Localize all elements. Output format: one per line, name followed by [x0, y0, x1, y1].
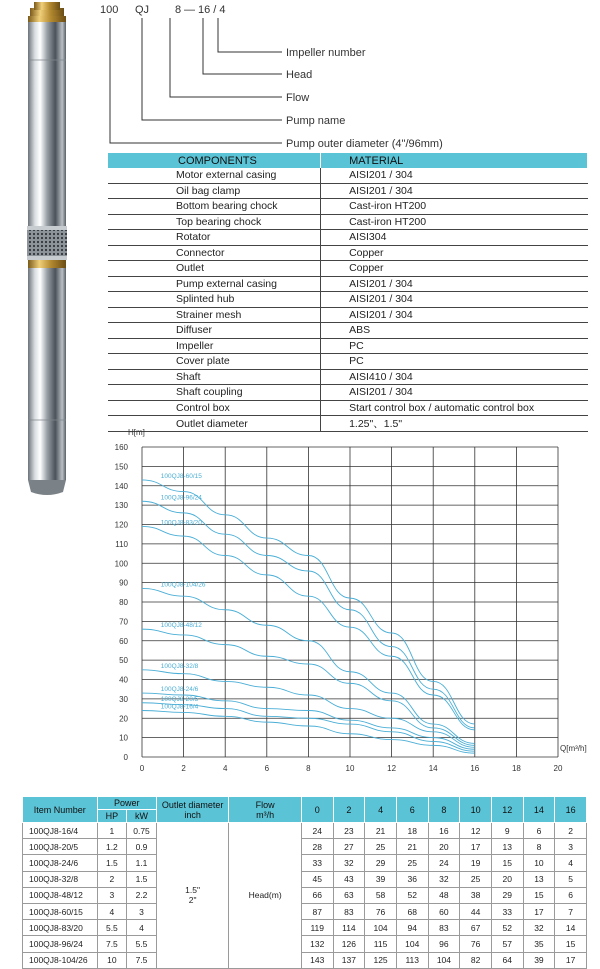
component-material: AISI201 / 304 [321, 307, 588, 323]
y-axis-label: H[m] [128, 428, 145, 437]
head-value-cell: 48 [428, 887, 460, 903]
components-row [108, 307, 588, 323]
head-value-cell: 25 [460, 871, 492, 887]
head-value-cell: 20 [428, 839, 460, 855]
y-tick-label: 30 [119, 694, 128, 704]
head-value-cell: 6 [523, 823, 555, 839]
head-value-cell: 87 [301, 903, 333, 919]
kw-cell: 0.9 [127, 839, 157, 855]
hp-cell: 7.5 [97, 936, 127, 952]
head-value-cell: 57 [491, 936, 523, 952]
performance-row [23, 887, 587, 903]
x-tick-label: 6 [264, 764, 270, 772]
component-name: Shaft [108, 369, 321, 385]
components-header-row [108, 153, 588, 168]
y-tick-label: 110 [115, 539, 128, 549]
flow-col-header: 4 [365, 797, 397, 823]
head-value-cell: 20 [491, 871, 523, 887]
head-value-cell: 7 [555, 903, 587, 919]
component-name: Motor external casing [108, 168, 321, 183]
kw-cell: 0.75 [127, 823, 157, 839]
perf-header-row-1 [23, 797, 587, 810]
head-value-cell: 76 [365, 903, 397, 919]
head-value-cell: 29 [491, 887, 523, 903]
hp-cell: 4 [97, 903, 127, 919]
y-tick-label: 90 [119, 578, 128, 588]
head-value-cell: 3 [555, 839, 587, 855]
component-name: Splinted hub [108, 292, 321, 308]
item-number-cell: 100QJ8-96/24 [23, 936, 98, 952]
head-value-cell: 43 [333, 871, 365, 887]
components-row [108, 338, 588, 354]
flow-col-header: 12 [491, 797, 523, 823]
head-value-cell: 27 [333, 839, 365, 855]
model-code-part-diameter: 100 [100, 4, 119, 16]
head-value-cell: 25 [365, 839, 397, 855]
y-tick-label: 150 [114, 462, 128, 472]
model-code-part-head-impeller: 16 / 4 [198, 4, 226, 16]
flow-col-header: 6 [396, 797, 428, 823]
component-material: AISI304 [321, 230, 588, 246]
head-value-cell: 23 [333, 823, 365, 839]
head-value-cell: 36 [396, 871, 428, 887]
component-material: AISI201 / 304 [321, 276, 588, 292]
y-tick-label: 100 [114, 559, 128, 569]
components-row [108, 214, 588, 230]
y-tick-label: 130 [114, 501, 128, 511]
kw-cell: 3 [127, 903, 157, 919]
outlet-value: 2" [188, 895, 197, 906]
performance-row [23, 903, 587, 919]
components-body [108, 168, 588, 432]
material-header: MATERIAL [321, 153, 588, 168]
item-number-cell: 100QJ8-60/15 [23, 903, 98, 919]
hp-cell: 10 [97, 952, 127, 968]
y-tick-label: 20 [119, 714, 128, 724]
component-material: AISI201 / 304 [321, 183, 588, 199]
model-code-diagram [0, 0, 600, 160]
label-impeller-number: Impeller number [286, 47, 366, 59]
components-row [108, 292, 588, 308]
item-number-cell: 100QJ8-104/26 [23, 952, 98, 968]
y-tick-label: 120 [114, 520, 128, 530]
flow-col-header: 16 [555, 797, 587, 823]
components-table [108, 153, 588, 432]
item-number-cell: 100QJ8-24/6 [23, 855, 98, 871]
components-row [108, 199, 588, 215]
series-label: 100QJ8-104/26 [160, 581, 206, 589]
head-value-cell: 83 [333, 903, 365, 919]
flow-col-header: 14 [523, 797, 555, 823]
performance-row [23, 823, 587, 839]
component-material: 1.25"、1.5" [321, 416, 588, 432]
x-tick-label: 10 [345, 764, 355, 772]
components-row [108, 354, 588, 370]
component-name: Connector [108, 245, 321, 261]
component-material: ABS [321, 323, 588, 339]
y-tick-label: 40 [119, 675, 128, 685]
hp-cell: 1.2 [97, 839, 127, 855]
head-value-cell: 5 [555, 871, 587, 887]
hp-header: HP [97, 810, 127, 823]
series-label: 100QJ8-20/5 [160, 695, 199, 703]
components-row [108, 400, 588, 416]
head-value-cell: 115 [365, 936, 397, 952]
x-tick-label: 8 [306, 764, 311, 772]
head-label-cell: Head(m) [229, 823, 302, 969]
head-value-cell: 114 [333, 920, 365, 936]
head-value-cell: 21 [365, 823, 397, 839]
head-value-cell: 8 [523, 839, 555, 855]
component-name: Control box [108, 400, 321, 416]
performance-chart [95, 422, 600, 772]
head-value-cell: 29 [365, 855, 397, 871]
x-tick-label: 4 [222, 764, 228, 772]
power-header: Power [97, 797, 156, 810]
head-value-cell: 16 [428, 823, 460, 839]
component-name: Shaft coupling [108, 385, 321, 401]
component-material: PC [321, 338, 588, 354]
item-number-cell: 100QJ8-16/4 [23, 823, 98, 839]
performance-table [22, 796, 587, 969]
head-value-cell: 125 [365, 952, 397, 968]
components-row [108, 385, 588, 401]
components-row [108, 323, 588, 339]
kw-cell: 4 [127, 920, 157, 936]
head-value-cell: 32 [523, 920, 555, 936]
head-value-cell: 32 [428, 871, 460, 887]
head-value-cell: 24 [428, 855, 460, 871]
head-value-cell: 19 [460, 855, 492, 871]
head-value-cell: 68 [396, 903, 428, 919]
label-pump-name: Pump name [286, 115, 346, 127]
y-tick-label: 70 [119, 617, 128, 627]
component-material: Copper [321, 245, 588, 261]
component-material: Cast-iron HT200 [321, 214, 588, 230]
head-value-cell: 52 [491, 920, 523, 936]
flow-col-header: 10 [460, 797, 492, 823]
hp-cell: 2 [97, 871, 127, 887]
head-value-cell: 14 [555, 920, 587, 936]
x-tick-label: 12 [387, 764, 397, 772]
head-value-cell: 15 [555, 936, 587, 952]
component-material: PC [321, 354, 588, 370]
head-value-cell: 83 [428, 920, 460, 936]
x-tick-label: 18 [511, 764, 521, 772]
kw-cell: 5.5 [127, 936, 157, 952]
head-value-cell: 39 [523, 952, 555, 968]
component-material: AISI410 / 304 [321, 369, 588, 385]
component-name: Cover plate [108, 354, 321, 370]
component-material: Copper [321, 261, 588, 277]
y-tick-label: 0 [123, 753, 128, 762]
series-label: 100QJ8-16/4 [160, 703, 199, 711]
component-name: Outlet diameter [108, 416, 321, 432]
outlet-diameter-header: Outlet diameter inch [156, 797, 229, 823]
component-name: Strainer mesh [108, 307, 321, 323]
head-value-cell: 119 [301, 920, 333, 936]
hp-cell: 5.5 [97, 920, 127, 936]
head-value-cell: 15 [523, 887, 555, 903]
y-tick-label: 50 [119, 656, 128, 666]
head-value-cell: 82 [460, 952, 492, 968]
component-material: AISI201 / 304 [321, 168, 588, 183]
head-value-cell: 24 [301, 823, 333, 839]
head-value-cell: 126 [333, 936, 365, 952]
y-tick-label: 10 [119, 733, 128, 743]
head-value-cell: 12 [460, 823, 492, 839]
item-number-cell: 100QJ8-48/12 [23, 887, 98, 903]
head-value-cell: 44 [460, 903, 492, 919]
components-row [108, 168, 588, 183]
head-value-cell: 35 [523, 936, 555, 952]
component-material: Cast-iron HT200 [321, 199, 588, 215]
series-label: 100QJ8-48/12 [160, 622, 202, 630]
hp-cell: 1.5 [97, 855, 127, 871]
components-row [108, 230, 588, 246]
head-value-cell: 10 [523, 855, 555, 871]
kw-cell: 2.2 [127, 887, 157, 903]
label-head: Head [286, 69, 313, 81]
head-value-cell: 28 [301, 839, 333, 855]
components-row [108, 183, 588, 199]
head-value-cell: 13 [523, 871, 555, 887]
item-number-cell: 100QJ8-32/8 [23, 871, 98, 887]
model-code-part-dash: — [184, 4, 195, 16]
head-value-cell: 63 [333, 887, 365, 903]
component-name: Diffuser [108, 323, 321, 339]
y-tick-label: 80 [119, 598, 128, 607]
head-value-cell: 113 [396, 952, 428, 968]
head-value-cell: 104 [396, 936, 428, 952]
head-value-cell: 67 [460, 920, 492, 936]
hp-cell: 1 [97, 823, 127, 839]
components-row [108, 245, 588, 261]
component-material: AISI201 / 304 [321, 385, 588, 401]
head-value-cell: 9 [491, 823, 523, 839]
flow-col-header: 0 [301, 797, 333, 823]
x-axis-label: Q[m³/h] [560, 744, 587, 753]
flow-header [229, 797, 302, 823]
component-name: Top bearing chock [108, 214, 321, 230]
y-tick-label: 160 [114, 443, 128, 452]
head-value-cell: 64 [491, 952, 523, 968]
x-tick-label: 14 [428, 764, 438, 772]
item-number-cell: 100QJ8-20/5 [23, 839, 98, 855]
component-name: Bottom bearing chock [108, 199, 321, 215]
head-value-cell: 94 [396, 920, 428, 936]
components-row [108, 369, 588, 385]
components-header: COMPONENTS [108, 153, 321, 168]
head-value-cell: 39 [365, 871, 397, 887]
y-tick-label: 140 [114, 481, 128, 491]
performance-row [23, 871, 587, 887]
flow-header-label: Flow [255, 799, 275, 810]
x-tick-label: 0 [139, 764, 145, 772]
outlet-diameter-cell [156, 823, 229, 969]
performance-row [23, 936, 587, 952]
head-value-cell: 13 [491, 839, 523, 855]
outlet-value: 1.5" [185, 885, 201, 896]
series-label: 100QJ8-60/15 [160, 472, 202, 480]
label-flow: Flow [286, 92, 310, 104]
head-value-cell: 66 [301, 887, 333, 903]
head-value-cell: 104 [365, 920, 397, 936]
head-value-cell: 17 [523, 903, 555, 919]
head-value-cell: 33 [301, 855, 333, 871]
label-pump-outer-diameter: Pump outer diameter (4"/96mm) [286, 138, 443, 150]
kw-header: kW [127, 810, 157, 823]
head-value-cell: 104 [428, 952, 460, 968]
performance-body [23, 823, 587, 969]
head-value-cell: 18 [396, 823, 428, 839]
model-code-part-name: QJ [135, 4, 150, 16]
head-value-cell: 25 [396, 855, 428, 871]
head-value-cell: 60 [428, 903, 460, 919]
head-value-cell: 58 [365, 887, 397, 903]
head-value-cell: 137 [333, 952, 365, 968]
performance-row [23, 839, 587, 855]
component-name: Impeller [108, 338, 321, 354]
series-label: 100QJ8-96/24 [160, 494, 202, 502]
component-name: Outlet [108, 261, 321, 277]
model-code-part-flow: 8 [175, 4, 182, 16]
x-tick-label: 16 [470, 764, 480, 772]
head-value-cell: 15 [491, 855, 523, 871]
component-name: Pump external casing [108, 276, 321, 292]
component-name: Oil bag clamp [108, 183, 321, 199]
head-value-cell: 17 [555, 952, 587, 968]
components-row [108, 261, 588, 277]
item-number-cell: 100QJ8-83/20 [23, 920, 98, 936]
head-value-cell: 143 [301, 952, 333, 968]
series-label: 100QJ8-83/20 [160, 519, 202, 527]
head-value-cell: 4 [555, 855, 587, 871]
series-label: 100QJ8-32/8 [160, 662, 199, 670]
flow-col-header: 8 [428, 797, 460, 823]
head-value-cell: 32 [333, 855, 365, 871]
component-material: AISI201 / 304 [321, 292, 588, 308]
head-value-cell: 33 [491, 903, 523, 919]
head-value-cell: 45 [301, 871, 333, 887]
flow-header-unit: m³/h [256, 809, 275, 820]
components-row [108, 276, 588, 292]
head-value-cell: 21 [396, 839, 428, 855]
head-value-cell: 52 [396, 887, 428, 903]
kw-cell: 7.5 [127, 952, 157, 968]
head-value-cell: 6 [555, 887, 587, 903]
performance-row [23, 920, 587, 936]
performance-row [23, 855, 587, 871]
x-tick-label: 2 [181, 764, 186, 772]
head-value-cell: 2 [555, 823, 587, 839]
head-value-cell: 17 [460, 839, 492, 855]
head-value-cell: 76 [460, 936, 492, 952]
kw-cell: 1.1 [127, 855, 157, 871]
series-label: 100QJ8-24/6 [160, 686, 199, 694]
x-tick-label: 20 [553, 764, 563, 772]
component-material: Start control box / automatic control box [321, 400, 588, 416]
y-tick-label: 60 [119, 636, 128, 646]
kw-cell: 1.5 [127, 871, 157, 887]
component-name: Rotator [108, 230, 321, 246]
head-value-cell: 38 [460, 887, 492, 903]
hp-cell: 3 [97, 887, 127, 903]
head-value-cell: 132 [301, 936, 333, 952]
flow-col-header: 2 [333, 797, 365, 823]
head-value-cell: 96 [428, 936, 460, 952]
item-number-header: Item Number [23, 797, 98, 823]
